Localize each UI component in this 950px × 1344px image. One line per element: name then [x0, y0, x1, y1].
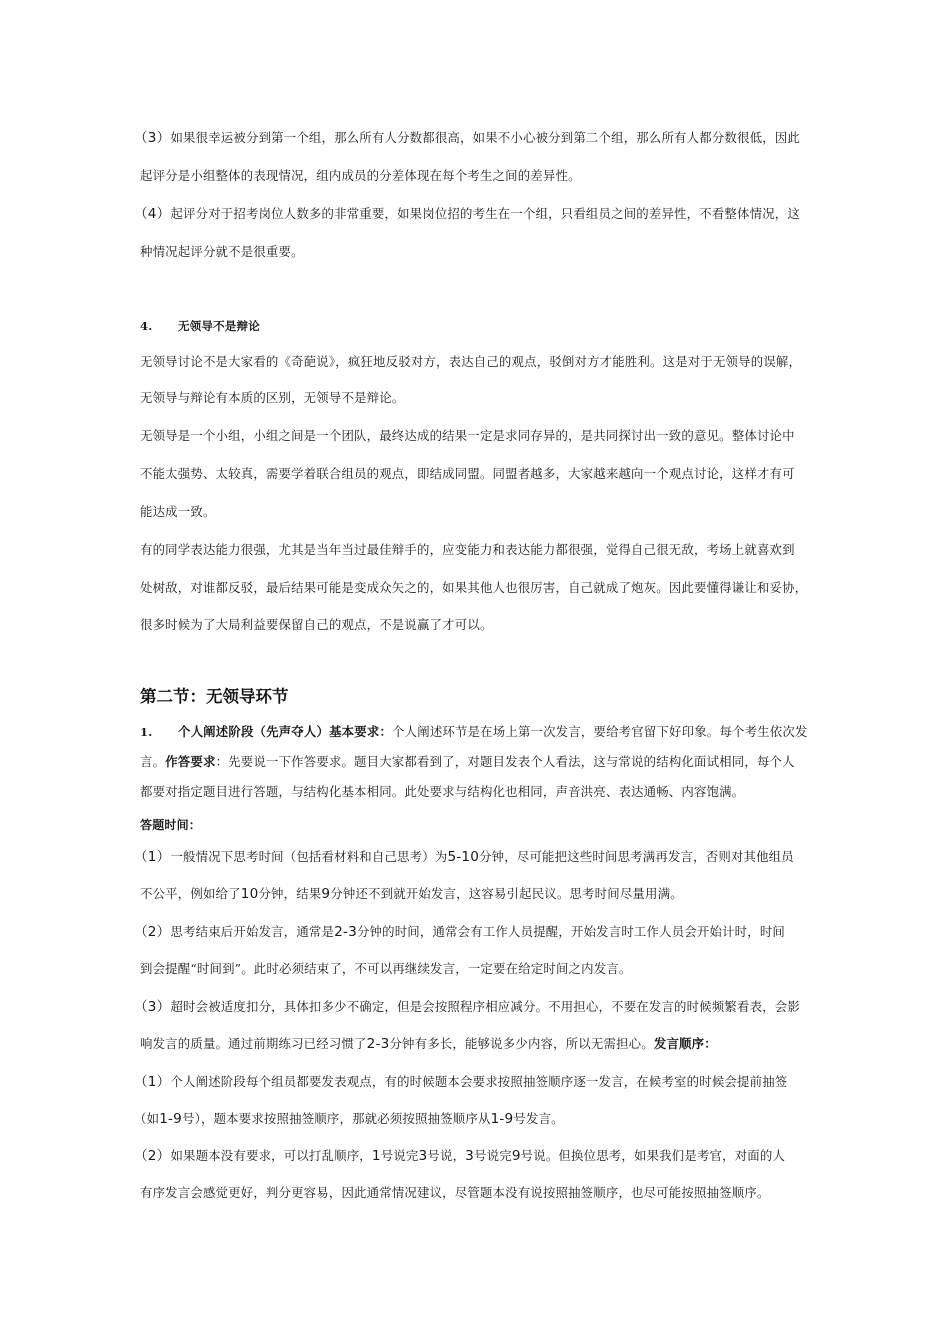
paragraph-line: 很多时候为了大局利益要保留自己的观点，不是说赢了才可以。 — [140, 617, 493, 632]
paragraph-line: 能达成一致。 — [140, 504, 216, 519]
paragraph-line: 不公平，例如给了10分钟，结果9分钟还不到就开始发言，这容易引起民议。思考时间尽量用满。 — [140, 886, 683, 902]
paragraph-line: 起评分是小组整体的表现情况，组内成员的分差体现在每个考生之间的差异性。 — [140, 168, 581, 183]
paragraph-line: 到会提醒“时间到”。此时必须结束了，不可以再继续发言，一定要在给定时间之内发言。 — [140, 961, 632, 976]
paragraph-line: 1. 个人阐述阶段（先声夺人）基本要求：个人阐述环节是在场上第一次发言，要给考官留下好印象。每个考生依次发 — [140, 724, 808, 739]
paragraph-line: 有序发言会感觉更好，判分更容易，因此通常情况建议，尽管题本没有说按照抽签顺序，也尽可能按照抽签顺序。 — [140, 1185, 770, 1200]
paragraph-line: 无领导讨论不是大家看的《奇葩说》，疯狂地反驳对方，表达自己的观点，驳倒对方才能胜利。这是对于无领导的误解， — [140, 354, 802, 369]
paragraph-line: （1）一般情况下思考时间（包括看材料和自己思考）为5-10分钟，尽可能把这些时间思考满再发言，否则对其他组员 — [134, 849, 794, 865]
sub-heading: 答题时间： — [140, 818, 202, 832]
paragraph-line: （3）如果很幸运被分到第一个组，那么所有人分数都很高，如果不小心被分到第二个组，那么所有人都分数很低，因此 — [134, 130, 800, 146]
paragraph-line: （3）超时会被适度扣分，具体扣多少不确定，但是会按照程序相应减分。不用担心，不要在发言的时候频繁看表，会影 — [134, 999, 800, 1015]
paragraph-line: 无领导与辩论有本质的区别，无领导不是辩论。 — [140, 390, 405, 405]
paragraph-line: （1）个人阐述阶段每个组员都要发表观点，有的时候题本会要求按照抽签顺序逐一发言，在候考室的时候会提前抽签 — [134, 1074, 788, 1090]
paragraph-line: 言。作答要求：先要说一下作答要求。题目大家都看到了，对题目发表个人看法，这与常说的结构化面试相同，每个人 — [140, 754, 795, 769]
paragraph-line: （2）如果题本没有要求，可以打乱顺序，1号说完3号说，3号说完9号说。但换位思考，如果我们是考官，对面的人 — [134, 1148, 786, 1164]
paragraph-line: （4）起评分对于招考岗位人数多的非常重要，如果岗位招的考生在一个组，只看组员之间的差异性，不看整体情况，这 — [134, 206, 800, 222]
paragraph-line: 都要对指定题目进行答题，与结构化基本相同。此处要求与结构化也相同，声音洪亮、表达通畅、内容饱满。 — [140, 784, 745, 799]
paragraph-line: （如1-9号），题本要求按照抽签顺序，那就必须按照抽签顺序从1-9号发言。 — [134, 1111, 564, 1127]
paragraph-line: 响发言的质量。通过前期练习已经习惯了2-3分钟有多长，能够说多少内容，所以无需担心。发言顺序： — [140, 1036, 717, 1052]
paragraph-line: 无领导是一个小组，小组之间是一个团队，最终达成的结果一定是求同存异的，是共同探讨出一致的意见。整体讨论中 — [140, 428, 795, 443]
paragraph-line: 处树敌，对谁都反驳，最后结果可能是变成众矢之的，如果其他人也很厉害，自己就成了炮灰。因此要懂得谦让和妥协， — [140, 580, 808, 595]
paragraph-line: 种情况起评分就不是很重要。 — [140, 244, 304, 259]
paragraph-line: （2）思考结束后开始发言，通常是2-3分钟的时间，通常会有工作人员提醒，开始发言时工作人员会开始计时，时间 — [134, 924, 786, 940]
section-title: 第二节：无领导环节 — [140, 687, 289, 706]
paragraph-line: 有的同学表达能力很强，尤其是当年当过最佳辩手的，应变能力和表达能力都很强，觉得自己很无敌，考场上就喜欢到 — [140, 542, 795, 557]
section-heading: 4. 无领导不是辩论 — [140, 319, 260, 333]
paragraph-line: 不能太强势、太较真，需要学着联合组员的观点，即结成同盟。同盟者越多，大家越来越向一个观点讨论，这样才有可 — [140, 466, 795, 481]
